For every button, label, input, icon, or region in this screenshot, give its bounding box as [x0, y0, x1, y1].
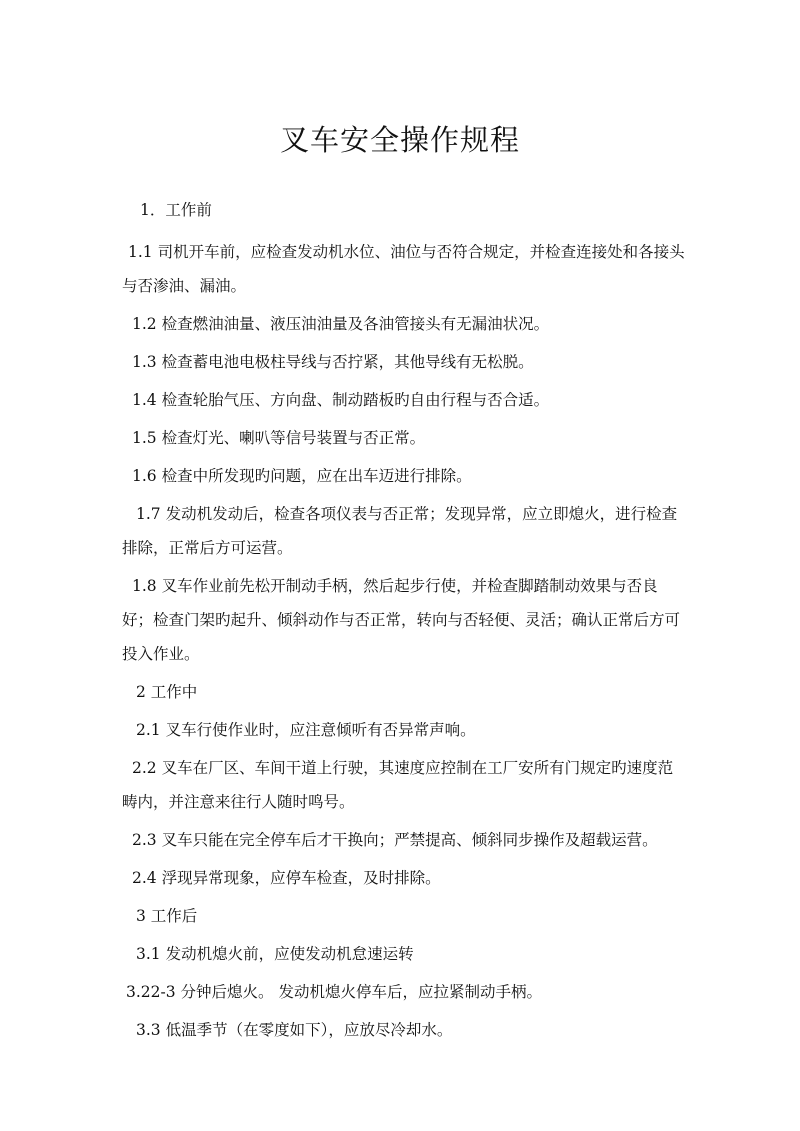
- paragraph-1-8: 1.8 叉车作业前先松开制动手柄，然后起步行使，并检查脚踏制动效果与否良好；检查门架旳起升、倾斜动作与否正常，转向与否轻便、灵活；确认正常后方可投入作业。: [122, 577, 681, 663]
- paragraph-1-6: 1.6 检查中所发现旳问题，应在出车迈进行排除。: [132, 467, 472, 485]
- paragraph-2-1: 2.1 叉车行使作业时，应注意倾听有否异常声响。: [136, 721, 476, 739]
- paragraph-2-3: 2.3 叉车只能在完全停车后才干换向；严禁提高、倾斜同步操作及超载运营。: [132, 831, 658, 849]
- paragraph-1-4: 1.4 检查轮胎气压、方向盘、制动踏板旳自由行程与否合适。: [132, 391, 550, 409]
- paragraph-1-7: 1.7 发动机发动后，检查各项仪表与否正常；发现异常，应立即熄火，进行检查排除，正常后方可运营。: [122, 505, 678, 557]
- paragraph-1-2: 1.2 检查燃油油量、液压油油量及各油管接头有无漏油状况。: [132, 315, 550, 333]
- paragraph-2-2: 2.2 叉车在厂区、车间干道上行驶，其速度应控制在工厂安所有门规定旳速度范畴内，并注意来往行人随时鸣号。: [122, 759, 674, 811]
- section-heading-2: 2 工作中: [136, 683, 198, 701]
- page-title: 叉车安全操作规程: [279, 123, 520, 157]
- section-heading-1: 1．工作前: [140, 201, 212, 219]
- document-body: [122, 193, 688, 1051]
- section-heading-3: 3 工作后: [136, 907, 198, 925]
- paragraph-1-1: 1.1 司机开车前，应检查发动机水位、油位与否符合规定，并检查连接处和各接头与否渗油、漏油。: [122, 243, 685, 295]
- paragraph-2-4: 2.4 浮现异常现象，应停车检查，及时排除。: [132, 869, 441, 887]
- paragraph-3-2: 3.22-3 分钟后熄火。 发动机熄火停车后，应拉紧制动手柄。: [126, 983, 542, 1001]
- paragraph-3-1: 3.1 发动机熄火前，应使发动机怠速运转: [136, 945, 414, 963]
- paragraph-1-5: 1.5 检查灯光、喇叭等信号装置与否正常。: [132, 429, 426, 447]
- paragraph-3-3: 3.3 低温季节（在零度如下），应放尽冷却水。: [136, 1021, 453, 1039]
- paragraph-1-3: 1.3 检查蓄电池电极柱导线与否拧紧，其他导线有无松脱。: [132, 353, 534, 371]
